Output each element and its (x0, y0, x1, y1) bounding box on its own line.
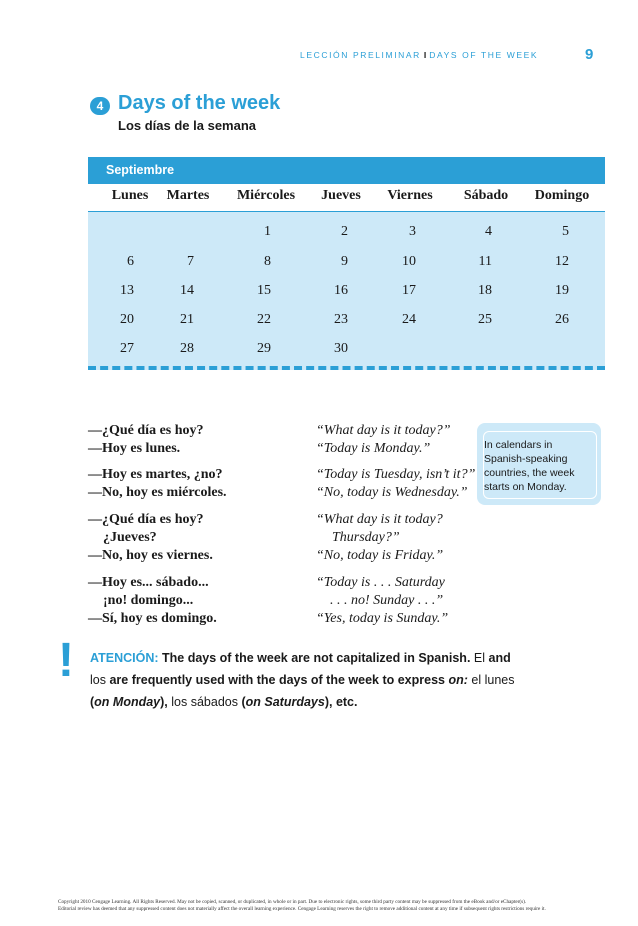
dialog-spanish-line: —Hoy es lunes. (88, 441, 181, 456)
calendar-date: 28 (180, 341, 194, 356)
dialog-spanish-line: —Hoy es martes, ¿no? (88, 467, 223, 482)
dialog-spanish-line: —¿Qué día es hoy? (88, 423, 204, 438)
dialog-english-line: “Yes, today is Sunday.” (316, 611, 449, 626)
weekday-header: Domingo (534, 188, 590, 203)
dialog-spanish-line: —No, hoy es miércoles. (88, 485, 227, 500)
copyright-line: Editorial review has deemed that any suppressed content does not materially affect the overall learning experience. Cengage Learning reserves the right to remove additional content at any time if subsequent rights restrictions require it. (58, 906, 546, 912)
atencion-word-los: los (90, 673, 106, 687)
dialog-english-line: “Today is Monday.” (316, 441, 431, 456)
dialog-english-line: “What day is it today? (316, 512, 443, 527)
calendar-date: 21 (180, 312, 194, 327)
atencion-text: are frequently used with the days of the week to express (109, 673, 445, 687)
dialog-spanish-line: —Hoy es... sábado... (88, 575, 209, 590)
running-header (300, 50, 539, 60)
calendar-date: 30 (334, 341, 348, 356)
weekday-header: Miércoles (236, 188, 296, 203)
calendar (88, 157, 605, 370)
exclamation-icon: ! (58, 634, 74, 687)
section-subtitle: Los días de la semana (118, 118, 257, 133)
calendar-date: 26 (555, 312, 569, 327)
section-title: Days of the week (118, 92, 281, 114)
atencion-word-and: and (488, 651, 511, 665)
calendar-date: 25 (478, 312, 492, 327)
atencion-label: ATENCIÓN: (90, 651, 159, 665)
dialog-spanish-line: —Sí, hoy es domingo. (88, 611, 217, 626)
calendar-date: 10 (402, 254, 416, 269)
dialog-english-line: “No, today is Wednesday.” (316, 485, 468, 500)
dialog-english-line: “No, today is Friday.” (316, 548, 444, 563)
weekday-header: Sábado (463, 188, 509, 203)
calendar-date: 19 (555, 283, 569, 298)
calendar-date: 20 (120, 312, 134, 327)
copyright-footer (58, 899, 618, 913)
calendar-weekday-row (88, 184, 605, 212)
atencion-note: ATENCIÓN: The days of the week are not capitalized in Spanish. El and los are frequently used with the days of the week to express on: el lunes (on Monday), los sábados (on Saturdays), etc. (90, 651, 515, 709)
calendar-date: 7 (187, 254, 194, 269)
dialog-english-line: . . . no! Sunday . . .” (330, 593, 444, 608)
atencion-example-translation: on Saturdays (245, 695, 325, 709)
calendar-date: 1 (264, 224, 271, 239)
running-header-separator: I (423, 50, 427, 60)
calendar-date: 23 (334, 312, 348, 327)
atencion-etc: , etc. (329, 695, 358, 709)
section-number-badge: 4 (90, 97, 110, 115)
dialog-spanish-line: ¿Jueves? (103, 530, 157, 545)
calendar-month: Septiembre (106, 163, 175, 177)
running-header-topic: DAYS OF THE WEEK (429, 50, 539, 60)
atencion-example: los sábados (171, 695, 238, 709)
calendar-date: 11 (478, 254, 492, 269)
weekday-header: Lunes (111, 188, 149, 203)
calendar-date: 15 (257, 283, 271, 298)
copyright-line: Copyright 2010 Cengage Learning. All Rights Reserved. May not be copied, scanned, or duplicated, in whole or in part. Due to electronic rights, some third party content may be suppressed from the eBook and/or eChapter(s). (58, 899, 527, 905)
dialog-english-line: Thursday?” (332, 530, 400, 545)
calendar-date: 18 (478, 283, 492, 298)
page-number: 9 (585, 46, 594, 63)
dialog-english-line: “What day is it today?” (316, 423, 451, 438)
calendar-date: 27 (120, 341, 134, 356)
calendar-date: 17 (402, 283, 416, 298)
calendar-date: 3 (409, 224, 416, 239)
calendar-bottom-border (88, 366, 605, 370)
calendar-date: 9 (341, 254, 348, 269)
atencion-text: The days of the week are not capitalized in Spanish. (162, 651, 471, 665)
calendar-date: 14 (180, 283, 194, 298)
running-header-chapter: LECCIÓN PRELIMINAR (300, 50, 421, 60)
atencion-word-el: El (473, 651, 486, 665)
weekday-header: Martes (166, 188, 210, 203)
calendar-date: 8 (264, 254, 271, 269)
atencion-example: el lunes (471, 673, 515, 687)
calendar-date: 13 (120, 283, 134, 298)
calendar-date: 22 (257, 312, 271, 327)
dialog-english-line: “Today is . . . Saturday (316, 575, 445, 590)
calendar-date: 12 (555, 254, 569, 269)
calendar-date: 2 (341, 224, 348, 239)
note-text: In calendars in Spanish-speaking countries, the week starts on Monday. (484, 439, 575, 493)
calendar-date: 5 (562, 224, 569, 239)
dialog-spanish-line: ¡no! domingo... (103, 593, 194, 608)
calendar-date: 29 (257, 341, 271, 356)
calendar-date: 4 (485, 224, 492, 239)
weekday-header: Viernes (387, 188, 433, 203)
calendar-date: 16 (334, 283, 348, 298)
dialog-english-line: “Today is Tuesday, isn’t it?” (316, 467, 476, 482)
atencion-word-on: on: (448, 673, 468, 687)
calendar-month-bar (88, 157, 605, 184)
weekday-header: Jueves (321, 188, 361, 203)
dialog-spanish-line: —¿Qué día es hoy? (88, 512, 204, 527)
calendar-date: 24 (402, 312, 416, 327)
atencion-example-translation: on Monday (94, 695, 161, 709)
calendar-date: 6 (127, 254, 134, 269)
dialog-spanish-line: —No, hoy es viernes. (88, 548, 213, 563)
